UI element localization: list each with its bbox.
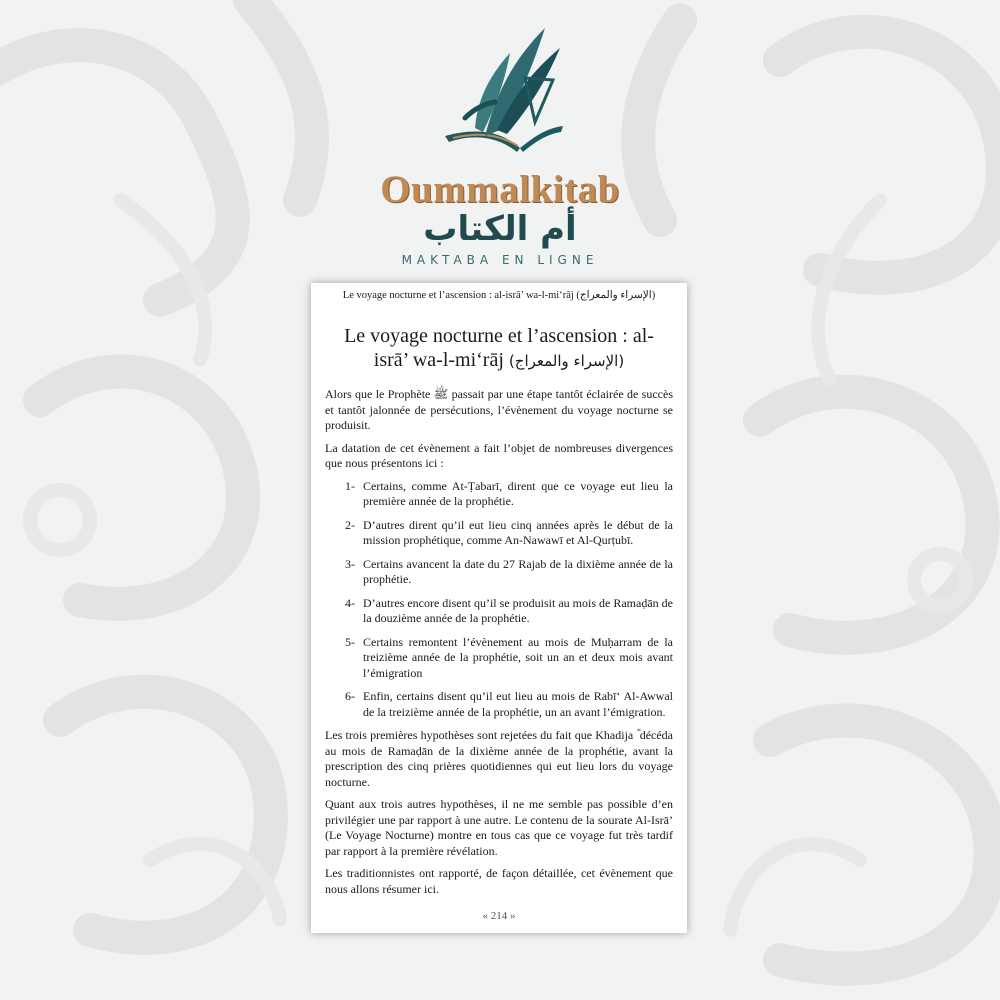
brand-name-latin: Oummalkitab: [380, 168, 620, 211]
list-item: 6- Enfin, certains disent qu’il eut lieu au mois de Rabī‘ Al-Awwal de la treizième année de la prophétie, un an avant l’émigration.: [345, 689, 673, 719]
rejected-hypotheses-paragraph: Les trois premières hypothèses sont rejetées du fait que Khadija ؓ décéda au mois de Ramaḍān de la dixième année de la prophétie, avant la prescription des cinq prières quotidiennes qui eut lieu lors du voyage nocturne.: [325, 728, 673, 789]
book-page: [311, 283, 687, 933]
running-head: Le voyage nocturne et l’ascension : al-isrā’ wa-l-mi‘rāj (الإسراء والمعراج): [342, 290, 656, 301]
list-item: 2- D’autres dirent qu’il eut lieu cinq années après le début de la mission prophétique, comme An-Nawawī et Al-Qurṭubī.: [345, 517, 673, 547]
list-item: 4- D’autres encore disent qu’il se produisit au mois de Ramaḍān de la douzième année de la prophétie.: [345, 595, 673, 625]
brand-name-arabic: أم الكتاب: [423, 209, 577, 249]
brand-logo: [380, 18, 620, 283]
page-number: « 214 »: [482, 910, 516, 922]
chapter-title-arabic: (الإسراء والمعراج): [508, 352, 625, 370]
chapter-title-line1: Le voyage nocturne et l’ascension : al-: [344, 325, 654, 347]
list-item: 3- Certains avancent la date du 27 Rajab de la dixième année de la prophétie.: [345, 556, 673, 586]
chapter-title: [325, 324, 673, 373]
chapter-title-line2: isrā’ wa-l-mi‘rāj: [373, 349, 504, 371]
list-item: 1- Certains, comme At-Ṭabarī, dirent que ce voyage eut lieu la première année de la prophétie.: [345, 478, 673, 508]
quill-book-icon: [425, 18, 575, 168]
hypotheses-list: [325, 479, 673, 721]
list-item: 5- Certains remontent l’évènement au mois de Muḥarram de la treizième année de la prophétie, soit un an et deux mois avant l’émigration: [345, 634, 673, 680]
brand-tagline: MAKTABA EN LIGNE: [401, 253, 599, 267]
other-hypotheses-paragraph: Quant aux trois autres hypothèses, il ne me semble pas possible d’en privilégier une par rapport à une autre. Le contenu de la sourate Al-Isrā’ (Le Voyage Nocturne) montre en tous cas que ce voyage fut très tardif par rapport à la première révélation.: [325, 797, 673, 858]
dating-intro-paragraph: La datation de cet évènement a fait l’objet de nombreuses divergences que nous présentons ici :: [325, 440, 673, 470]
intro-paragraph: Alors que le Prophète ﷺ passait par une étape tantôt éclairée de succès et tantôt jalonnée de persécutions, l’évènement du voyage nocturne se produisit.: [325, 387, 674, 432]
traditionists-paragraph: Les traditionnistes ont rapporté, de façon détaillée, cet évènement que nous allons résumer ici.: [325, 866, 673, 896]
